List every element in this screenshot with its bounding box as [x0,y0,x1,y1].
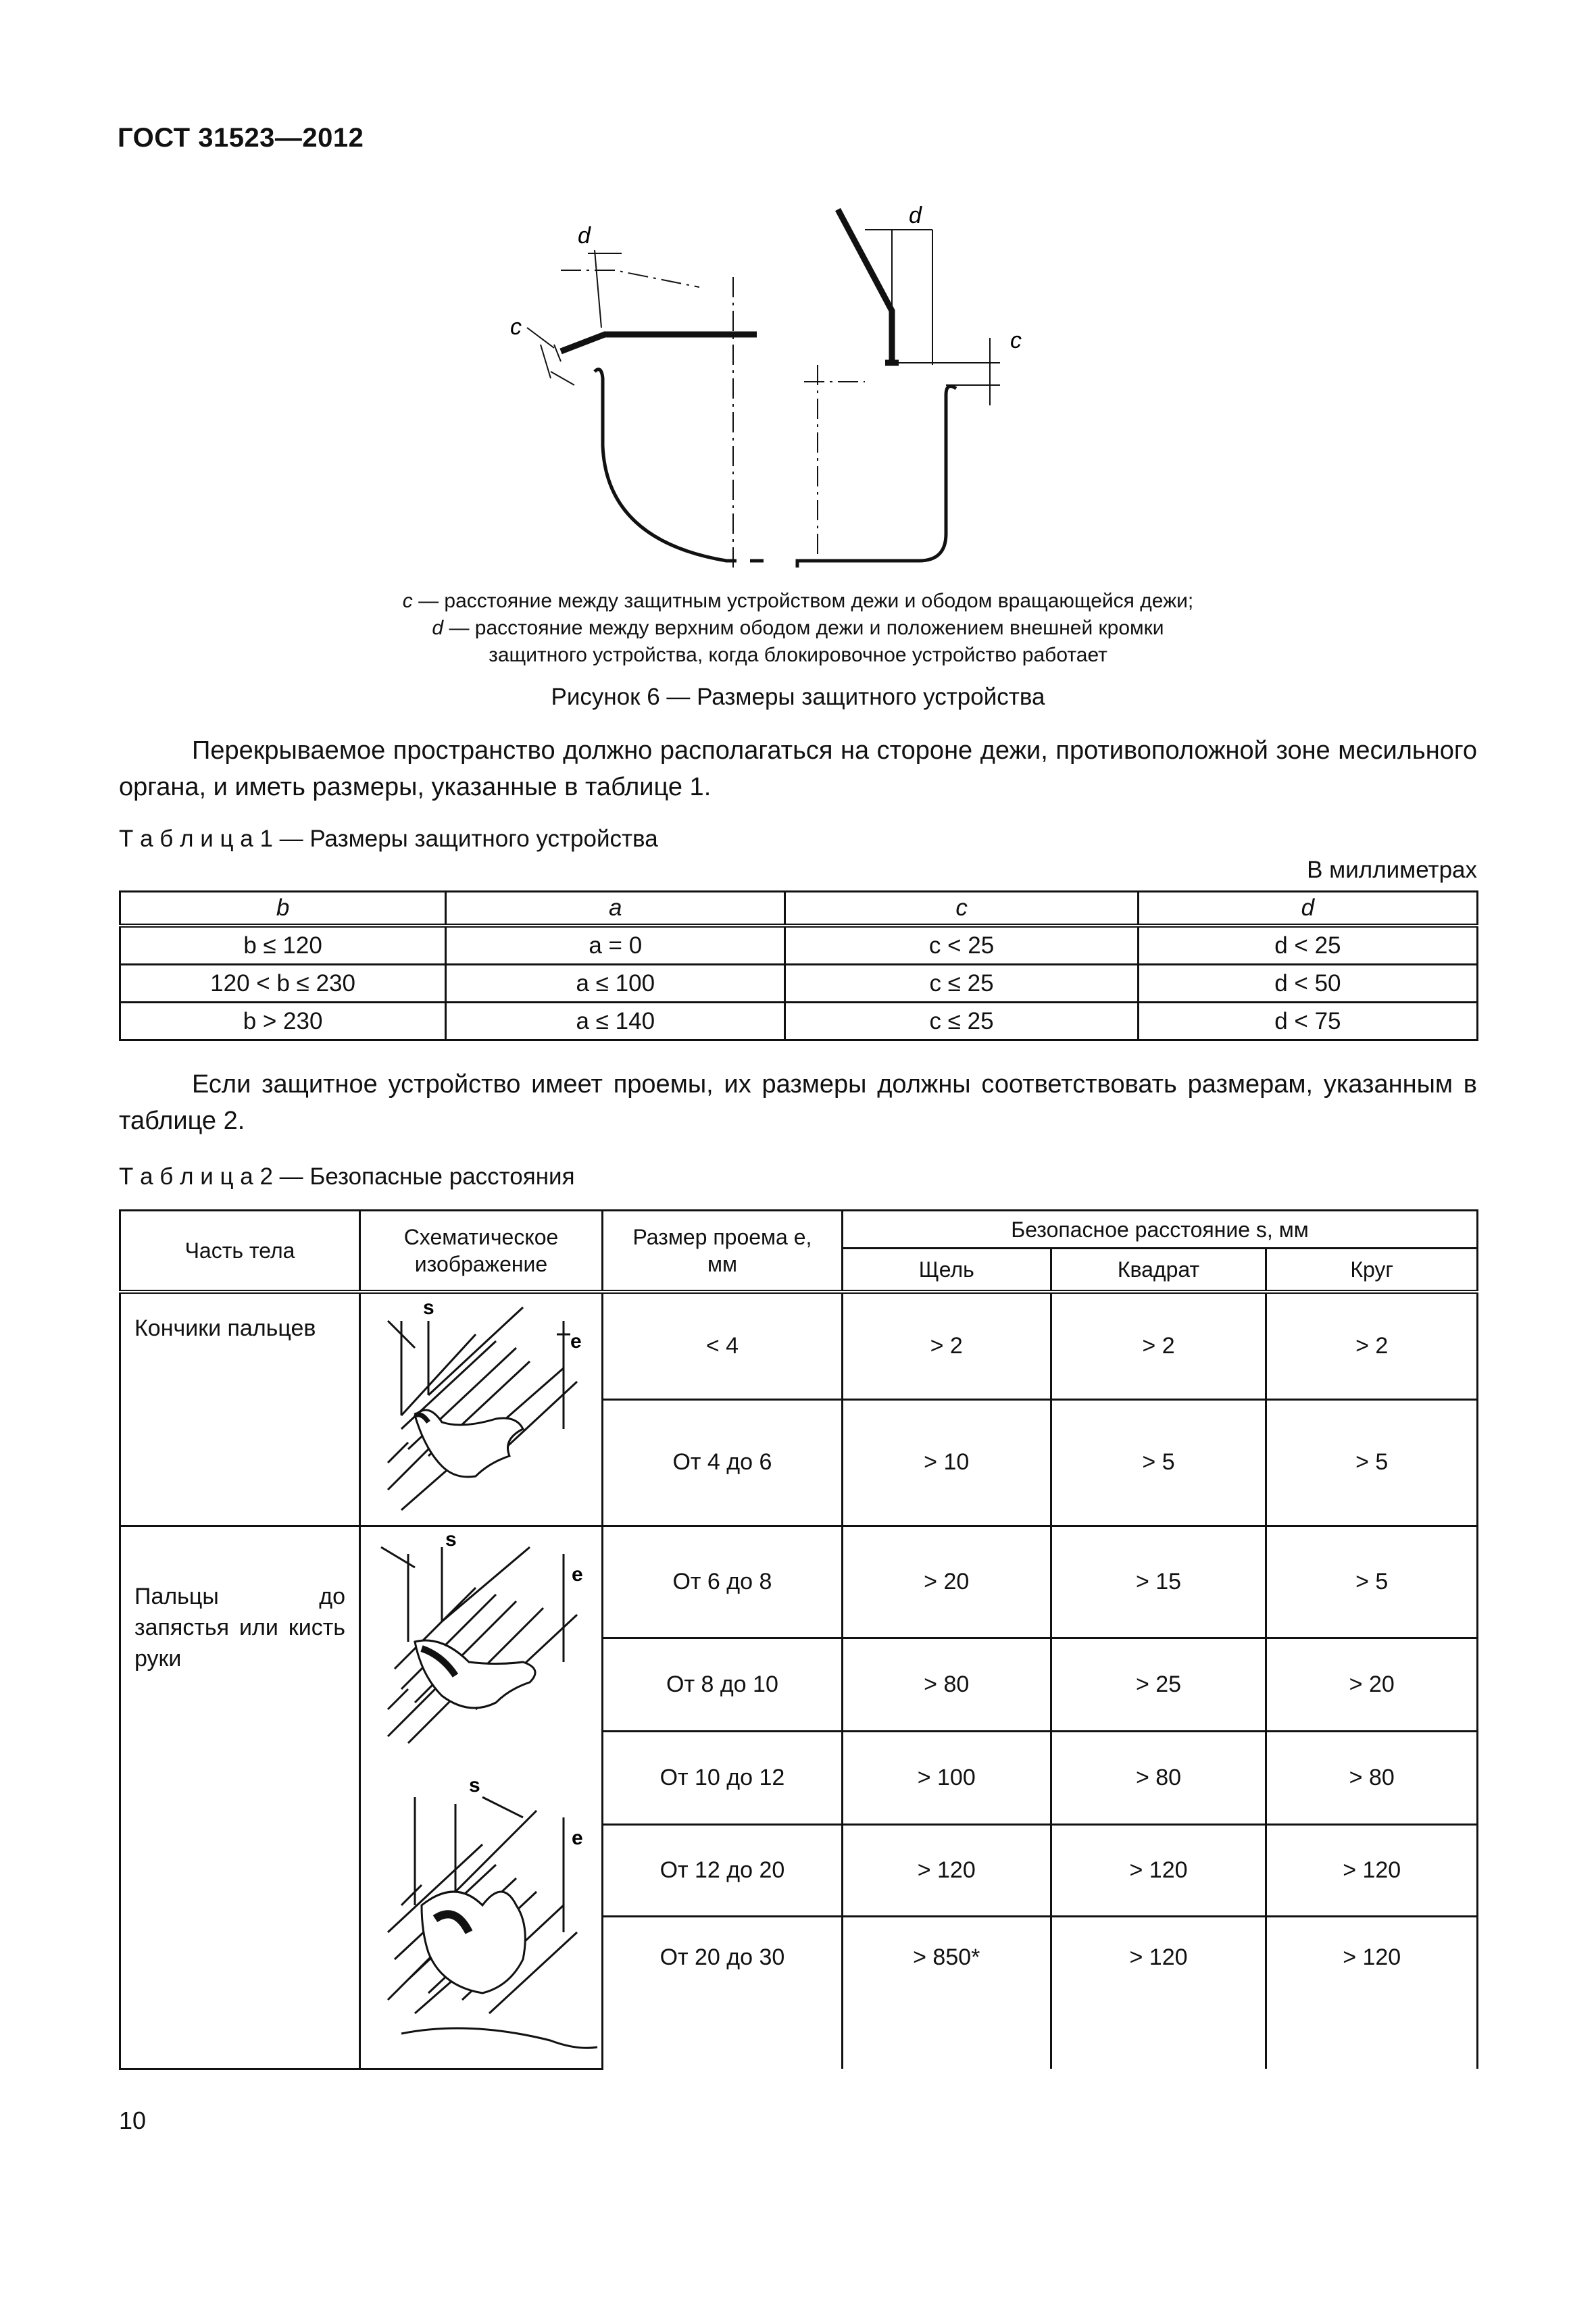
table-cell: > 120 [1051,1916,1266,2069]
table-1-header-d: d [1138,892,1477,926]
table-2 [119,1209,1478,2070]
hand-schematic-drawing [361,1527,601,2067]
table-cell: 120 < b ≤ 230 [120,965,446,1003]
table-2-header-square: Квадрат [1051,1249,1266,1292]
page-number: 10 [119,2107,147,2134]
trough-right-wall [797,386,956,568]
table-cell: > 80 [842,1638,1051,1731]
table-row [120,1003,1478,1040]
figure-legend-line-2 [119,615,1477,642]
table-cell: b > 230 [120,1003,446,1040]
table-row [120,926,1478,965]
table-cell: d < 75 [1138,1003,1477,1040]
paragraph-2: Если защитное устройство имеет проемы, их размеры должны соответствовать размерам, указанным в таблице 2. [119,1070,1477,1135]
legend-text-c: — расстояние между защитным устройством дежи и ободом вращающейся дежи; [412,590,1194,612]
schematic-label-s: s [422,1296,434,1319]
table-cell: c < 25 [785,926,1138,965]
table-1-header-b: b [120,892,446,926]
table-cell: От 12 до 20 [602,1824,842,1916]
table-cell: > 80 [1051,1731,1266,1824]
table-2-header-circle: Круг [1266,1249,1478,1292]
paragraph-1: Перекрываемое пространство должно располагаться на стороне дежи, противоположной зоне месильного органа, и иметь размеры, указанные в таблице 1. [119,736,1477,801]
trough-left-wall [595,370,737,561]
table-cell: > 120 [1051,1824,1266,1916]
table-cell: От 6 до 8 [602,1526,842,1638]
figure-legend-line-3: защитного устройства, когда блокировочное устройство работает [489,644,1107,666]
table-cell: От 4 до 6 [602,1400,842,1526]
table-row [120,1292,1478,1400]
schematic-label-s-wrist: s [468,1774,480,1796]
figure-legend-line-1 [119,588,1477,615]
table-2-part-fingers-hand: Пальцы до запястья или кисть руки [120,1526,360,2069]
table-cell: a ≤ 100 [446,965,785,1003]
table-cell: > 10 [842,1400,1051,1526]
figure-label-c-right: c [1010,328,1022,353]
table-2-header-slot: Щель [842,1249,1051,1292]
table-cell: От 8 до 10 [602,1638,842,1731]
figure-label-d-right: d [909,203,922,228]
table-1-header-c: c [785,892,1138,926]
table-cell: От 20 до 30 [602,1916,842,2069]
schematic-label-e: e [570,1330,582,1353]
table-cell: > 2 [1051,1292,1266,1400]
table-cell: > 2 [842,1292,1051,1400]
table-cell: > 20 [1266,1638,1478,1731]
figure-label-d-left: d [578,223,591,249]
table-cell: От 10 до 12 [602,1731,842,1824]
table-cell: < 4 [602,1292,842,1400]
table-2-schematic-fingertips [359,1292,602,1526]
table-cell: b ≤ 120 [120,926,446,965]
table-1-title: Т а б л и ц а 1 — Размеры защитного устройства [119,826,658,852]
table-row [120,965,1478,1003]
figure-label-c-left: c [510,314,522,340]
document-header: ГОСТ 31523—2012 [118,123,364,153]
table-2-title: Т а б л и ц а 2 — Безопасные расстояния [119,1163,575,1190]
table-cell: > 5 [1051,1400,1266,1526]
guard-left [561,334,757,351]
figure-caption: Рисунок 6 — Размеры защитного устройства [551,684,1045,710]
legend-var-c: c [402,590,413,612]
schematic-label-e-hand: e [571,1563,583,1586]
table-cell: d < 50 [1138,965,1477,1003]
table-2-header-part: Часть тела [120,1211,360,1292]
table-row [120,1526,1478,1638]
table-1-header-row [120,892,1478,926]
table-1 [119,890,1478,1041]
table-cell: > 850* [842,1916,1051,2069]
table-2-header-schematic: Схематическое изображение [359,1211,602,1292]
table-cell: > 25 [1051,1638,1266,1731]
table-2-part-fingertips: Кончики пальцев [120,1292,360,1526]
figure-6-drawing [487,203,1081,581]
table-cell: c ≤ 25 [785,965,1138,1003]
table-1-units: В миллиметрах [1307,857,1477,883]
table-cell: > 120 [1266,1824,1478,1916]
table-1-header-a: a [446,892,785,926]
table-cell: c ≤ 25 [785,1003,1138,1040]
table-2-schematic-fingers-hand [359,1526,602,2069]
table-cell: a = 0 [446,926,785,965]
table-cell: > 5 [1266,1526,1478,1638]
table-cell: > 20 [842,1526,1051,1638]
legend-var-d: d [432,617,444,639]
guard-right [838,209,892,361]
table-cell: d < 25 [1138,926,1477,965]
table-cell: > 5 [1266,1400,1478,1526]
schematic-label-e-wrist: e [571,1826,583,1849]
legend-text-d: — расстояние между верхним ободом дежи и положением внешней кромки [443,617,1164,639]
table-cell: > 2 [1266,1292,1478,1400]
table-cell: > 80 [1266,1731,1478,1824]
table-cell: > 120 [1266,1916,1478,2069]
table-cell: > 120 [842,1824,1051,1916]
fingertip-schematic-drawing [361,1294,601,1525]
table-2-header-safe-distance: Безопасное расстояние s, мм [842,1211,1477,1249]
table-2-header-opening: Размер проема e, мм [602,1211,842,1292]
table-2-header-row-1 [120,1211,1478,1249]
table-cell: a ≤ 140 [446,1003,785,1040]
schematic-label-s-hand: s [445,1528,457,1551]
table-cell: > 15 [1051,1526,1266,1638]
table-cell: > 100 [842,1731,1051,1824]
